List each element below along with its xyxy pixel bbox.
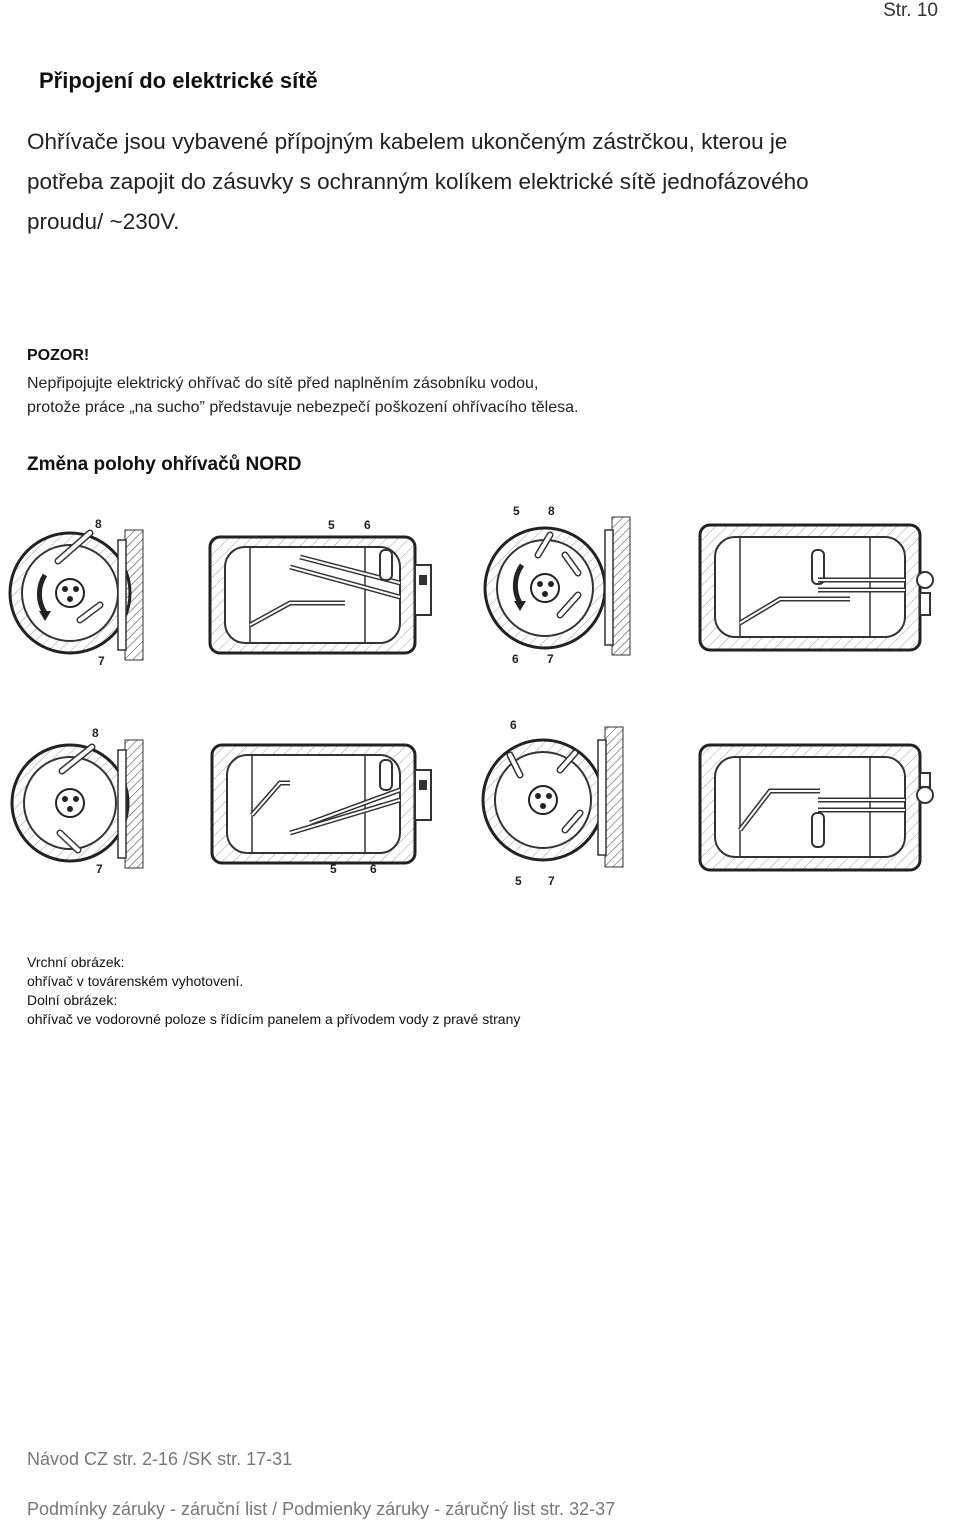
label-5: 5 <box>330 862 337 876</box>
label-6: 6 <box>370 862 377 876</box>
top-front-view-right <box>700 525 933 650</box>
footer-manual-pages: Návod CZ str. 2-16 /SK str. 17-31 <box>27 1449 293 1469</box>
warning-line: protože práce „na sucho” představuje nebezpečí poškození ohřívacího tělesa. <box>27 399 579 416</box>
label-7: 7 <box>96 862 103 876</box>
label-5: 5 <box>515 874 522 888</box>
label-6: 6 <box>512 652 519 666</box>
warning-line: Nepřipojujte elektrický ohřívač do sítě před naplněním zásobníku vodou, <box>27 375 539 392</box>
heater-position-diagram <box>0 495 960 895</box>
bottom-front-view-right <box>700 745 933 870</box>
caption-line: ohřívač ve vodorovné poloze s řídícím panelem a přívodem vody z pravé strany <box>27 1011 521 1027</box>
top-side-view-left <box>10 517 143 668</box>
figure-captions <box>27 953 927 1029</box>
label-8: 8 <box>548 504 555 518</box>
top-side-view-right <box>485 504 630 666</box>
footer-warranty-pages: Podmínky záruky - záruční list / Podmienky záruky - záručný list str. 32-37 <box>27 1499 616 1519</box>
bottom-front-view-left <box>212 745 431 876</box>
label-8: 8 <box>92 726 99 740</box>
label-6: 6 <box>510 718 517 732</box>
caption-line: ohřívač v továrenském vyhotovení. <box>27 973 244 989</box>
bottom-side-view-right <box>483 718 623 888</box>
label-5: 5 <box>328 518 335 532</box>
intro-line: potřeba zapojit do zásuvky s ochranným kolíkem elektrické sítě jednofázového <box>27 169 809 194</box>
label-8: 8 <box>95 517 102 531</box>
caption-line: Vrchní obrázek: <box>27 954 125 970</box>
intro-line: Ohřívače jsou vybavené přípojným kabelem ukončeným zástrčkou, kterou je <box>27 129 788 154</box>
page-number: Str. 10 <box>883 0 938 21</box>
intro-line: proudu/ ~230V. <box>27 209 180 234</box>
label-5: 5 <box>513 504 520 518</box>
warning-text <box>27 372 927 420</box>
label-7: 7 <box>548 874 555 888</box>
intro-paragraph <box>27 122 927 242</box>
warning-title: POZOR! <box>27 347 90 364</box>
caption-line: Dolní obrázek: <box>27 992 118 1008</box>
label-7: 7 <box>547 652 554 666</box>
top-front-view-left <box>210 518 431 653</box>
section-heading: Připojení do elektrické sítě <box>39 68 318 93</box>
bottom-side-view-left <box>12 726 143 876</box>
sub-heading: Změna polohy ohřívačů NORD <box>27 454 302 475</box>
label-7: 7 <box>98 654 105 668</box>
label-6: 6 <box>364 518 371 532</box>
